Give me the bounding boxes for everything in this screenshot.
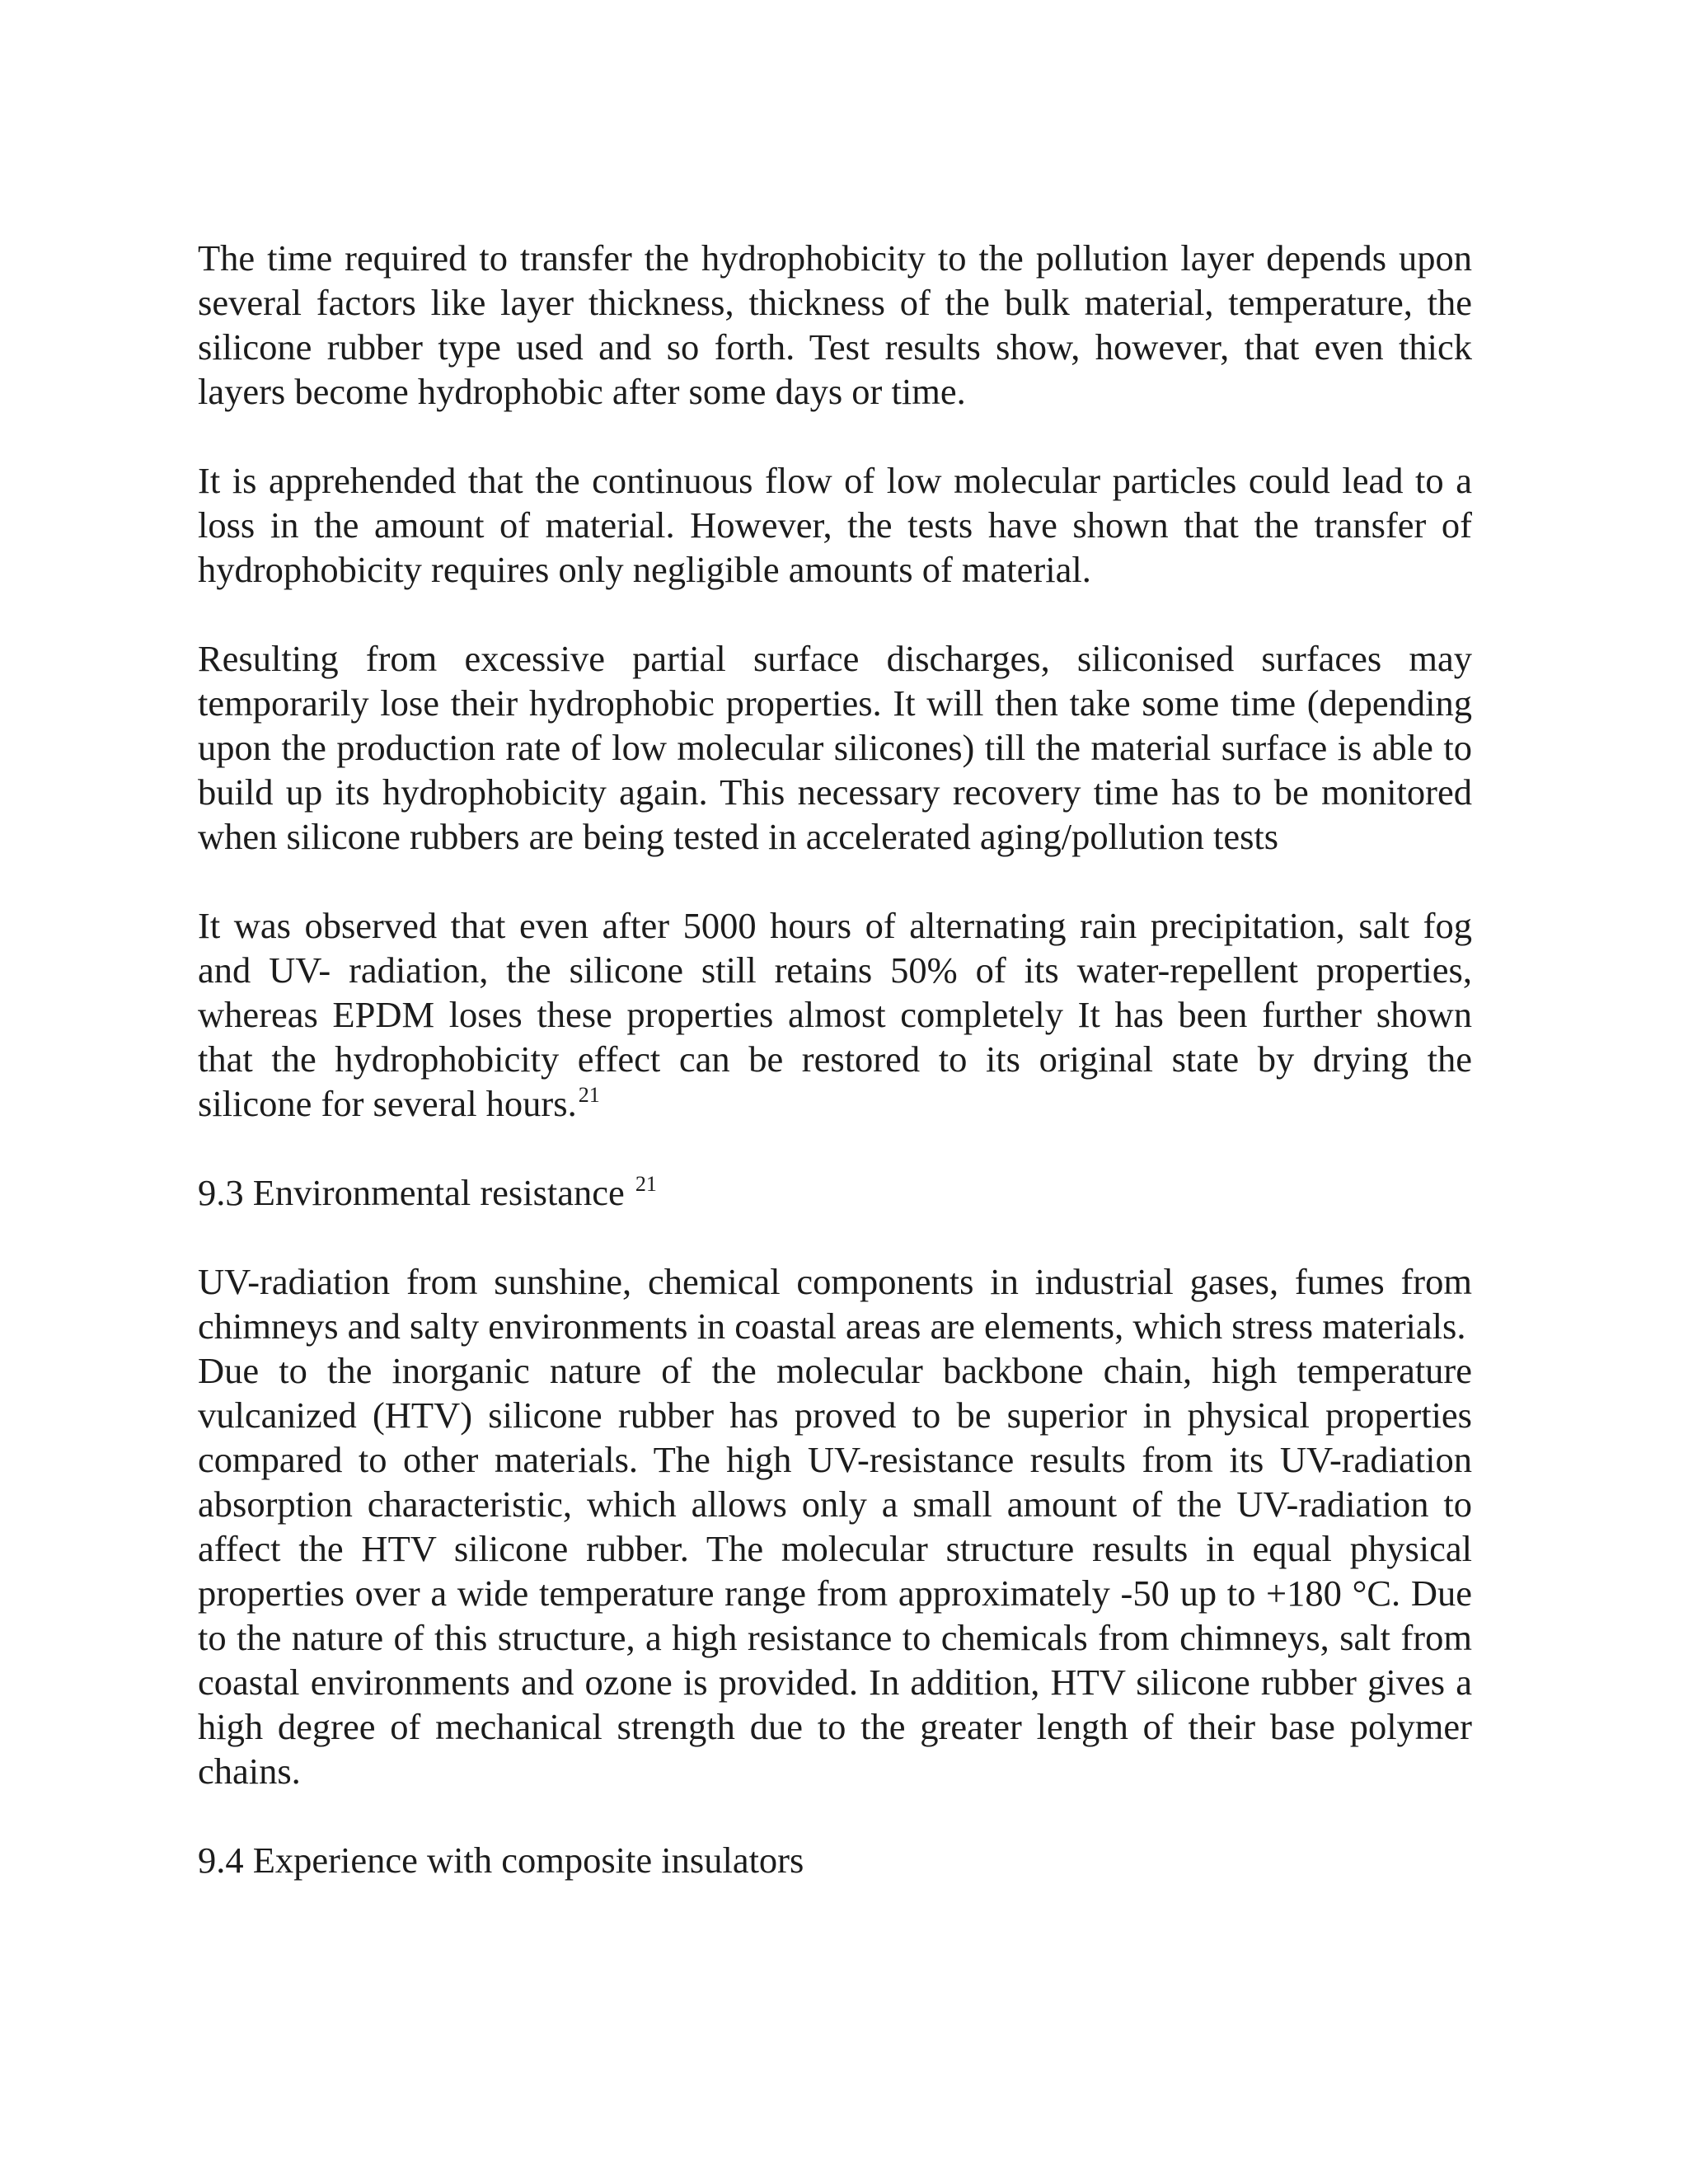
section-heading-9-4 [198, 1838, 1472, 1882]
paragraph-hydrophobicity-transfer-time [198, 236, 1472, 414]
page-body [198, 236, 1472, 1927]
paragraph-text: UV-radiation from sunshine, chemical components in industrial gases, fumes from chimneys and salty environments in coastal areas are elements, which stress materials. [198, 1261, 1472, 1347]
paragraph-text: It was observed that even after 5000 hours of alternating rain precipitation, salt fog and UV- radiation, the silicone still retains 50% of its water-repellent properties, whereas EPDM loses these properties almost completely It has been further shown that the hydrophobicity effect can be restored to its original state by drying the silicone for several hours. [198, 905, 1472, 1124]
heading-text: 9.4 Experience with composite insulators [198, 1840, 804, 1881]
paragraph-environmental-stress [198, 1259, 1472, 1348]
paragraph-text: Resulting from excessive partial surface discharges, siliconised surfaces may temporarily lose their hydrophobic properties. It will then take some time (depending upon the production rate of low molecular silicones) till the material surface is able to build up its hydrophobicity again. This necessary recovery time has to be monitored when silicone rubbers are being tested in accelerated aging/pollution tests [198, 638, 1472, 857]
heading-text: 9.3 Environmental resistance [198, 1172, 625, 1213]
paragraph-material-loss [198, 458, 1472, 592]
paragraph-htv-silicone-properties [198, 1348, 1472, 1793]
paragraph-water-repellence-test [198, 903, 1472, 1126]
paragraph-surface-discharges [198, 636, 1472, 859]
paragraph-text: It is apprehended that the continuous flow of low molecular particles could lead to a loss in the amount of material. However, the tests have shown that the transfer of hydrophobicity requires only negligible amounts of material. [198, 460, 1472, 590]
paragraph-text: The time required to transfer the hydrophobicity to the pollution layer depends upon several factors like layer thickness, thickness of the bulk material, temperature, the silicone rubber type used and so forth. Test results show, however, that even thick layers become hydrophobic after some days or time. [198, 237, 1472, 412]
reference-superscript: 21 [578, 1083, 600, 1107]
section-heading-9-3 [198, 1170, 1472, 1215]
paragraph-text: Due to the inorganic nature of the molecular backbone chain, high temperature vulcanized (HTV) silicone rubber has proved to be superior in physical properties compared to other materials. The high UV-resistance results from its UV-radiation absorption characteristic, which allows only a small amount of the UV-radiation to affect the HTV silicone rubber. The molecular structure results in equal physical properties over a wide temperature range from approximately -50 up to +180 °C. Due to the nature of this structure, a high resistance to chemicals from chimneys, salt from coastal environments and ozone is provided. In addition, HTV silicone rubber gives a high degree of mechanical strength due to the greater length of their base polymer chains. [198, 1350, 1472, 1792]
reference-superscript: 21 [635, 1172, 657, 1196]
